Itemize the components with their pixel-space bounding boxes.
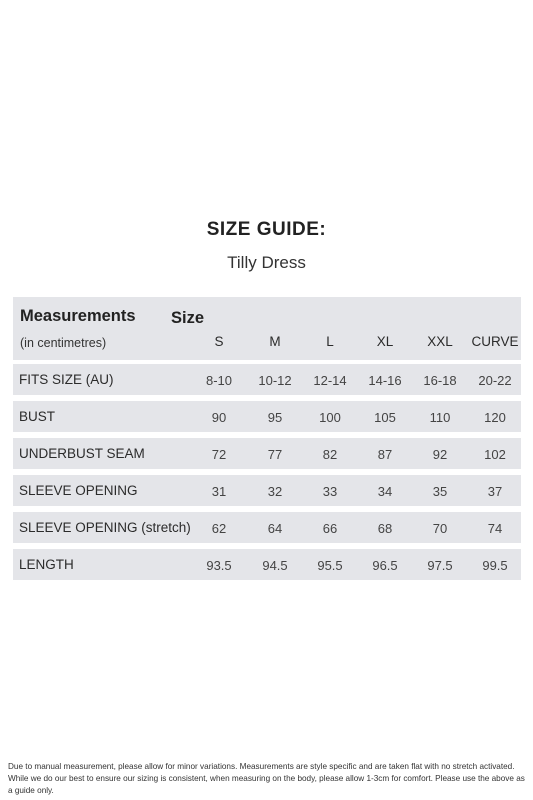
table-cell: 64 [267,521,283,536]
table-row-fits-size [13,364,521,395]
table-cell: 31 [211,484,227,499]
table-cell: 95.5 [317,558,343,573]
table-cell: 20-22 [478,373,512,388]
table-cell: 99.5 [482,558,508,573]
row-label: BUST [19,409,56,424]
table-cell: 102 [484,447,506,462]
row-label: FITS SIZE (AU) [19,372,114,387]
table-cell: 32 [267,484,283,499]
table-row-sleeve-opening [13,475,521,506]
table-cell: 93.5 [206,558,232,573]
measurements-header: Measurements [20,307,136,325]
table-cell: 14-16 [368,373,402,388]
column-header-s: S [214,334,224,349]
table-header-row [13,297,521,360]
table-cell: 72 [211,447,227,462]
row-label: SLEEVE OPENING (stretch) [19,520,191,535]
table-cell: 12-14 [313,373,347,388]
column-header-l: L [326,334,334,349]
size-header: Size [171,309,205,327]
table-cell: 105 [374,410,396,425]
table-cell: 8-10 [205,373,233,388]
unit-label: (in centimetres) [20,336,107,350]
table-cell: 97.5 [427,558,453,573]
table-cell: 70 [432,521,448,536]
table-cell: 62 [211,521,227,536]
table-row-sleeve-opening-stretch [13,512,521,543]
table-cell: 82 [322,447,338,462]
table-cell: 16-18 [423,373,457,388]
table-cell: 34 [377,484,393,499]
row-label: UNDERBUST SEAM [19,446,145,461]
table-cell: 66 [322,521,338,536]
table-cell: 110 [429,410,451,425]
row-label: LENGTH [19,557,74,572]
column-header-curve: CURVE [471,334,519,349]
table-cell: 35 [432,484,448,499]
table-row-length [13,549,521,580]
page-title: SIZE GUIDE: [206,219,327,240]
table-cell: 33 [322,484,338,499]
table-cell: 37 [487,484,503,499]
table-cell: 120 [484,410,506,425]
table-cell: 94.5 [262,558,288,573]
table-cell: 68 [377,521,393,536]
table-cell: 95 [267,410,283,425]
table-row-underbust-seam [13,438,521,469]
disclaimer-footnote: Due to manual measurement, please allow for minor variations. Measurements are style specific and are taken flat with no stretch activated. While we do our best to ensure our sizing is consistent, when measuring on the body, please allow 1-3cm for comfort. Please use the above as a guide only. [8,762,525,795]
table-cell: 100 [319,410,341,425]
table-cell: 77 [267,447,283,462]
column-header-xl: XL [376,334,394,349]
table-cell: 10-12 [258,373,292,388]
product-name: Tilly Dress [227,253,306,272]
table-cell: 92 [432,447,448,462]
table-cell: 74 [487,521,503,536]
column-header-xxl: XXL [427,334,453,349]
table-cell: 87 [377,447,393,462]
table-cell: 90 [211,410,227,425]
row-label: SLEEVE OPENING [19,483,138,498]
table-cell: 96.5 [372,558,398,573]
table-row-bust [13,401,521,432]
column-header-m: M [269,334,281,349]
